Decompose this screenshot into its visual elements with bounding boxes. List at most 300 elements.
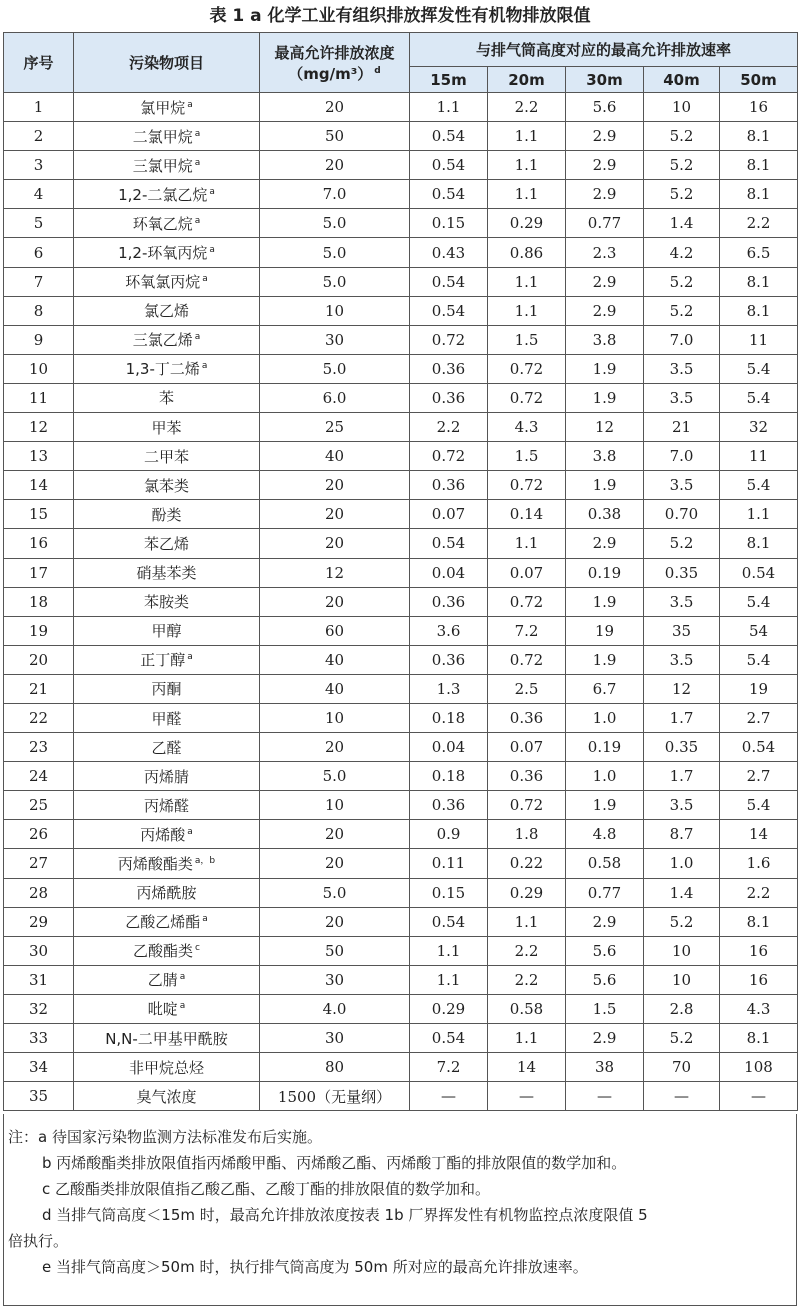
max-concentration: 20	[260, 471, 410, 500]
rate-40m: 3.5	[644, 587, 720, 616]
pollutant-name	[74, 500, 260, 529]
row-number: 35	[4, 1082, 74, 1111]
rate-20m: 1.1	[488, 529, 566, 558]
row-number: 32	[4, 994, 74, 1023]
pollutant-name	[74, 1053, 260, 1082]
max-concentration: 1500（无量纲）	[260, 1082, 410, 1111]
max-concentration: 20	[260, 500, 410, 529]
rate-50m: 4.3	[720, 994, 798, 1023]
rate-50m: 16	[720, 965, 798, 994]
rate-40m: 70	[644, 1053, 720, 1082]
rate-30m: 1.9	[566, 471, 644, 500]
rate-20m: —	[488, 1082, 566, 1111]
row-number: 4	[4, 180, 74, 209]
max-concentration: 7.0	[260, 180, 410, 209]
max-concentration: 6.0	[260, 383, 410, 412]
rate-40m: 1.0	[644, 849, 720, 878]
rate-50m: 5.4	[720, 383, 798, 412]
rate-20m: 1.1	[488, 907, 566, 936]
max-concentration: 60	[260, 616, 410, 645]
pollutant-name-text: 氯甲烷	[140, 98, 186, 117]
rate-40m: 4.2	[644, 238, 720, 267]
pollutant-name	[74, 209, 260, 238]
row-number: 8	[4, 296, 74, 325]
rate-15m: 0.29	[410, 994, 488, 1023]
rate-15m: —	[410, 1082, 488, 1111]
rate-15m: 1.3	[410, 674, 488, 703]
pollutant-name-text: 环氧乙烷	[132, 214, 193, 233]
row-number: 1	[4, 93, 74, 122]
rate-40m: 5.2	[644, 180, 720, 209]
pollutant-name-text: N,N-二甲基甲酰胺	[105, 1029, 228, 1048]
row-number: 19	[4, 616, 74, 645]
rate-30m: 3.8	[566, 325, 644, 354]
footnote-marker: a	[209, 245, 215, 256]
pollutant-name-text: 甲醇	[151, 622, 182, 641]
pollutant-name-text: 三氯甲烷	[132, 156, 193, 175]
emission-limits-table	[3, 32, 798, 1111]
table-row	[4, 209, 798, 238]
max-concentration: 30	[260, 325, 410, 354]
rate-20m: 1.5	[488, 442, 566, 471]
rate-20m: 0.72	[488, 645, 566, 674]
rate-20m: 0.36	[488, 703, 566, 732]
note-b: b 丙烯酸酯类排放限值指丙烯酸甲酯、丙烯酸乙酯、丙烯酸丁酯的排放限值的数学加和。	[42, 1154, 627, 1172]
row-number: 11	[4, 383, 74, 412]
pollutant-name-text: 二氯甲烷	[132, 127, 193, 146]
rate-30m: 2.9	[566, 1024, 644, 1053]
table-row	[4, 791, 798, 820]
rate-15m: 0.54	[410, 180, 488, 209]
rate-40m: 3.5	[644, 354, 720, 383]
pollutant-name-text: 甲苯	[151, 418, 182, 437]
rate-30m: 1.9	[566, 791, 644, 820]
pollutant-name	[74, 674, 260, 703]
note-c: c 乙酸酯类排放限值指乙酸乙酯、乙酸丁酯的排放限值的数学加和。	[42, 1180, 491, 1198]
row-number: 21	[4, 674, 74, 703]
rate-20m: 0.29	[488, 878, 566, 907]
rate-40m: 7.0	[644, 442, 720, 471]
rate-15m: 0.54	[410, 1024, 488, 1053]
pollutant-name	[74, 849, 260, 878]
rate-50m: —	[720, 1082, 798, 1111]
max-concentration: 40	[260, 645, 410, 674]
rate-40m: 10	[644, 93, 720, 122]
rate-50m: 54	[720, 616, 798, 645]
rate-15m: 0.36	[410, 383, 488, 412]
footnote-marker: a	[187, 826, 193, 837]
pollutant-name	[74, 383, 260, 412]
rate-40m: 0.70	[644, 500, 720, 529]
rate-50m: 8.1	[720, 122, 798, 151]
note-a: 注：a 待国家污染物监测方法标准发布后实施。	[8, 1128, 322, 1146]
footnote-marker: a	[187, 652, 193, 663]
header-height-15m: 15m	[410, 67, 488, 93]
pollutant-name-text: 硝基苯类	[136, 564, 197, 583]
rate-50m: 2.7	[720, 762, 798, 791]
max-concentration: 30	[260, 1024, 410, 1053]
table-title: 表 1 a 化学工业有组织排放挥发性有机物排放限值	[209, 6, 591, 26]
table-row	[4, 1053, 798, 1082]
rate-40m: 3.5	[644, 471, 720, 500]
header-conc-unit	[260, 63, 409, 84]
rate-30m: 19	[566, 616, 644, 645]
rate-15m: 0.36	[410, 354, 488, 383]
rate-15m: 0.54	[410, 267, 488, 296]
rate-20m: 4.3	[488, 413, 566, 442]
rate-20m: 1.1	[488, 267, 566, 296]
rate-40m: 10	[644, 965, 720, 994]
footnote-marker: a	[194, 128, 201, 139]
rate-30m: 6.7	[566, 674, 644, 703]
rate-50m: 1.1	[720, 500, 798, 529]
rate-40m: —	[644, 1082, 720, 1111]
pollutant-name-text: 丙烯腈	[143, 767, 189, 786]
rate-40m: 3.5	[644, 645, 720, 674]
rate-20m: 0.07	[488, 558, 566, 587]
header-height-50m: 50m	[720, 67, 798, 93]
table-row	[4, 762, 798, 791]
table-row	[4, 674, 798, 703]
rate-40m: 5.2	[644, 122, 720, 151]
pollutant-name-text: 非甲烷总烃	[128, 1058, 204, 1077]
rate-20m: 0.72	[488, 587, 566, 616]
pollutant-name	[74, 151, 260, 180]
rate-15m: 0.72	[410, 325, 488, 354]
rate-40m: 7.0	[644, 325, 720, 354]
rate-30m: 1.9	[566, 587, 644, 616]
rate-15m: 0.36	[410, 791, 488, 820]
rate-30m: 1.0	[566, 703, 644, 732]
table-row	[4, 151, 798, 180]
rate-50m: 32	[720, 413, 798, 442]
pollutant-name	[74, 733, 260, 762]
rate-15m: 1.1	[410, 965, 488, 994]
rate-30m: 0.58	[566, 849, 644, 878]
rate-40m: 5.2	[644, 296, 720, 325]
rate-30m: 0.38	[566, 500, 644, 529]
rate-15m: 0.11	[410, 849, 488, 878]
table-row	[4, 354, 798, 383]
rate-20m: 0.29	[488, 209, 566, 238]
footnote-marker: a	[194, 332, 201, 343]
table-row	[4, 383, 798, 412]
table-row	[4, 267, 798, 296]
row-number: 3	[4, 151, 74, 180]
row-number: 13	[4, 442, 74, 471]
pollutant-name-text: 酚类	[151, 505, 182, 524]
pollutant-name	[74, 965, 260, 994]
rate-20m: 1.1	[488, 296, 566, 325]
table-row	[4, 558, 798, 587]
rate-40m: 0.35	[644, 733, 720, 762]
rate-20m: 7.2	[488, 616, 566, 645]
table-row	[4, 180, 798, 209]
rate-20m: 1.5	[488, 325, 566, 354]
rate-40m: 12	[644, 674, 720, 703]
rate-20m: 2.2	[488, 965, 566, 994]
rate-15m: 0.04	[410, 558, 488, 587]
rate-15m: 7.2	[410, 1053, 488, 1082]
rate-15m: 0.43	[410, 238, 488, 267]
rate-15m: 0.54	[410, 907, 488, 936]
rate-40m: 5.2	[644, 151, 720, 180]
max-concentration: 5.0	[260, 267, 410, 296]
row-number: 18	[4, 587, 74, 616]
row-number: 25	[4, 791, 74, 820]
rate-20m: 1.1	[488, 1024, 566, 1053]
rate-50m: 14	[720, 820, 798, 849]
rate-50m: 16	[720, 93, 798, 122]
footnote-marker: c	[195, 943, 200, 954]
table-row	[4, 413, 798, 442]
table-row	[4, 93, 798, 122]
table-row	[4, 616, 798, 645]
rate-40m: 1.7	[644, 762, 720, 791]
rate-30m: 3.8	[566, 442, 644, 471]
max-concentration: 10	[260, 791, 410, 820]
pollutant-name-text: 氯苯类	[143, 476, 189, 495]
rate-50m: 16	[720, 936, 798, 965]
table-row	[4, 878, 798, 907]
header-conc-note: d	[374, 65, 381, 76]
rate-20m: 1.1	[488, 151, 566, 180]
table-row	[4, 965, 798, 994]
table-row	[4, 820, 798, 849]
row-number: 20	[4, 645, 74, 674]
pollutant-name	[74, 907, 260, 936]
row-number: 2	[4, 122, 74, 151]
pollutant-name-text: 丙酮	[151, 680, 182, 699]
pollutant-name	[74, 1082, 260, 1111]
table-body	[4, 93, 798, 1111]
rate-15m: 0.18	[410, 703, 488, 732]
table-row	[4, 529, 798, 558]
max-concentration: 20	[260, 733, 410, 762]
rate-40m: 1.4	[644, 878, 720, 907]
rate-30m: 1.5	[566, 994, 644, 1023]
pollutant-name-text: 丙烯酸酯类	[117, 854, 193, 873]
rate-50m: 5.4	[720, 471, 798, 500]
max-concentration: 20	[260, 151, 410, 180]
footnote-marker: a	[179, 972, 186, 983]
footnote-marker: a	[202, 914, 208, 925]
max-concentration: 4.0	[260, 994, 410, 1023]
rate-50m: 108	[720, 1053, 798, 1082]
pollutant-name	[74, 645, 260, 674]
table-row	[4, 296, 798, 325]
footnote-marker: a	[201, 361, 208, 372]
rate-20m: 1.8	[488, 820, 566, 849]
table-row	[4, 238, 798, 267]
rate-50m: 2.2	[720, 878, 798, 907]
pollutant-name	[74, 1024, 260, 1053]
max-concentration: 40	[260, 674, 410, 703]
rate-40m: 5.2	[644, 267, 720, 296]
pollutant-name-text: 丙烯醛	[143, 796, 189, 815]
rate-30m: 0.19	[566, 558, 644, 587]
header-conc-unit-text: （mg/m³）	[288, 64, 373, 83]
rate-30m: 2.9	[566, 267, 644, 296]
rate-40m: 8.7	[644, 820, 720, 849]
pollutant-name	[74, 471, 260, 500]
rate-40m: 3.5	[644, 791, 720, 820]
rate-30m: 2.9	[566, 151, 644, 180]
table-row	[4, 645, 798, 674]
row-number: 33	[4, 1024, 74, 1053]
rate-40m: 3.5	[644, 383, 720, 412]
rate-20m: 0.07	[488, 733, 566, 762]
pollutant-name-text: 丙烯酰胺	[136, 884, 197, 903]
rate-40m: 2.8	[644, 994, 720, 1023]
max-concentration: 20	[260, 93, 410, 122]
rate-15m: 0.15	[410, 878, 488, 907]
rate-15m: 1.1	[410, 936, 488, 965]
rate-50m: 1.6	[720, 849, 798, 878]
rate-15m: 0.36	[410, 645, 488, 674]
footnote-marker: a	[179, 1001, 186, 1012]
max-concentration: 10	[260, 703, 410, 732]
max-concentration: 50	[260, 122, 410, 151]
rate-20m: 0.72	[488, 383, 566, 412]
header-height-20m: 20m	[488, 67, 566, 93]
rate-20m: 0.58	[488, 994, 566, 1023]
rate-15m: 0.54	[410, 122, 488, 151]
rate-30m: 4.8	[566, 820, 644, 849]
row-number: 10	[4, 354, 74, 383]
rate-20m: 0.22	[488, 849, 566, 878]
rate-50m: 8.1	[720, 180, 798, 209]
pollutant-name-text: 吡啶	[147, 1000, 178, 1019]
rate-15m: 0.07	[410, 500, 488, 529]
pollutant-name-text: 乙醛	[151, 738, 182, 757]
pollutant-name	[74, 413, 260, 442]
pollutant-name-text: 乙酸酯类	[133, 942, 194, 961]
rate-15m: 0.72	[410, 442, 488, 471]
rate-50m: 5.4	[720, 791, 798, 820]
pollutant-name	[74, 791, 260, 820]
rate-40m: 5.2	[644, 529, 720, 558]
pollutant-name	[74, 616, 260, 645]
max-concentration: 20	[260, 587, 410, 616]
header-conc-label: 最高允许排放浓度	[274, 43, 395, 62]
rate-30m: 0.77	[566, 878, 644, 907]
table-row	[4, 733, 798, 762]
max-concentration: 5.0	[260, 878, 410, 907]
rate-20m: 1.1	[488, 180, 566, 209]
table-row	[4, 325, 798, 354]
rate-15m: 0.04	[410, 733, 488, 762]
rate-50m: 8.1	[720, 151, 798, 180]
rate-30m: 2.9	[566, 296, 644, 325]
rate-15m: 0.36	[410, 471, 488, 500]
table-row	[4, 994, 798, 1023]
table-row	[4, 442, 798, 471]
rate-20m: 2.2	[488, 93, 566, 122]
max-concentration: 20	[260, 849, 410, 878]
pollutant-name	[74, 442, 260, 471]
max-concentration: 5.0	[260, 238, 410, 267]
rate-50m: 19	[720, 674, 798, 703]
rate-20m: 14	[488, 1053, 566, 1082]
pollutant-name	[74, 238, 260, 267]
header-conc	[260, 33, 410, 93]
rate-15m: 0.9	[410, 820, 488, 849]
rate-50m: 11	[720, 442, 798, 471]
table-row	[4, 500, 798, 529]
pollutant-name-text: 二甲苯	[143, 447, 189, 466]
pollutant-name	[74, 93, 260, 122]
footnote-marker: a	[209, 186, 215, 197]
rate-50m: 5.4	[720, 354, 798, 383]
note-d-continued: 倍执行。	[8, 1232, 69, 1250]
rate-30m: 5.6	[566, 936, 644, 965]
table-row	[4, 849, 798, 878]
pollutant-name-text: 丙烯酸	[140, 825, 186, 844]
table-row	[4, 907, 798, 936]
max-concentration: 20	[260, 907, 410, 936]
footnote-marker: a	[202, 274, 208, 285]
rate-50m: 8.1	[720, 267, 798, 296]
rate-30m: 1.9	[566, 354, 644, 383]
pollutant-name-text: 环氧氯丙烷	[125, 273, 201, 292]
rate-15m: 0.54	[410, 151, 488, 180]
pollutant-name	[74, 325, 260, 354]
row-number: 15	[4, 500, 74, 529]
rate-40m: 5.2	[644, 907, 720, 936]
pollutant-name-text: 氯乙烯	[143, 302, 189, 321]
max-concentration: 5.0	[260, 354, 410, 383]
pollutant-name	[74, 994, 260, 1023]
pollutant-name-text: 三氯乙烯	[132, 331, 193, 350]
rate-40m: 35	[644, 616, 720, 645]
rate-50m: 5.4	[720, 645, 798, 674]
row-number: 23	[4, 733, 74, 762]
rate-30m: 1.0	[566, 762, 644, 791]
max-concentration: 20	[260, 820, 410, 849]
note-e: e 当排气筒高度＞50m 时，执行排气筒高度为 50m 所对应的最高允许排放速率。	[42, 1258, 588, 1276]
rate-30m: 5.6	[566, 93, 644, 122]
row-number: 12	[4, 413, 74, 442]
header-height-40m: 40m	[644, 67, 720, 93]
max-concentration: 30	[260, 965, 410, 994]
max-concentration: 10	[260, 296, 410, 325]
pollutant-name-text: 乙腈	[147, 971, 178, 990]
note-d: d 当排气筒高度＜15m 时，最高允许排放浓度按表 1b 厂界挥发性有机物监控点浓度限值 5	[42, 1206, 648, 1224]
rate-50m: 5.4	[720, 587, 798, 616]
pollutant-name-text: 正丁醇	[140, 651, 186, 670]
rate-30m: 0.77	[566, 209, 644, 238]
footnote-marker: a，b	[194, 855, 216, 866]
table-row	[4, 936, 798, 965]
header-seq: 序号	[4, 33, 74, 93]
rate-30m: 0.19	[566, 733, 644, 762]
table-notes	[3, 1114, 797, 1306]
rate-20m: 0.72	[488, 354, 566, 383]
rate-30m: 2.9	[566, 907, 644, 936]
rate-50m: 0.54	[720, 733, 798, 762]
pollutant-name	[74, 267, 260, 296]
row-number: 9	[4, 325, 74, 354]
pollutant-name	[74, 558, 260, 587]
rate-50m: 2.7	[720, 703, 798, 732]
rate-30m: 1.9	[566, 383, 644, 412]
table-row	[4, 587, 798, 616]
pollutant-name-text: 乙酸乙烯酯	[125, 913, 201, 932]
row-number: 14	[4, 471, 74, 500]
rate-20m: 0.72	[488, 791, 566, 820]
table-row	[4, 703, 798, 732]
